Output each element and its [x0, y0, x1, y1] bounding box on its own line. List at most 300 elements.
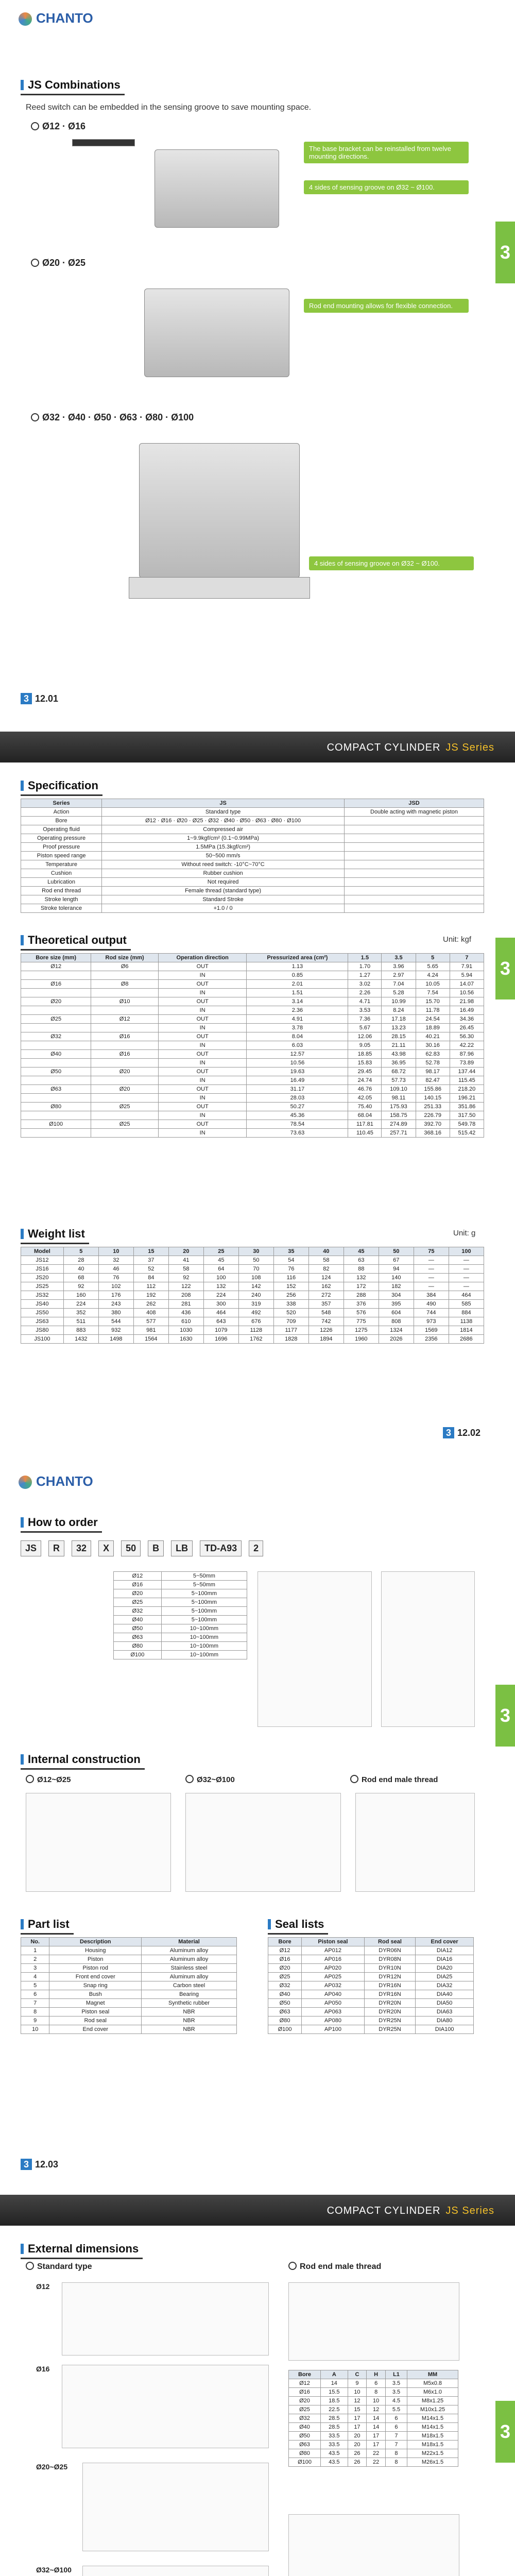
brand-logo-icon	[19, 1476, 32, 1489]
table-cell: M8x1.25	[407, 2397, 458, 2405]
drawing-rod-male	[288, 2282, 459, 2361]
table-cell: NBR	[142, 2016, 237, 2025]
table-cell: 357	[308, 1300, 344, 1309]
table-cell: 1564	[133, 1335, 168, 1344]
internal-a-label: Ø12~Ø25	[26, 1775, 71, 1784]
table-cell: 1226	[308, 1326, 344, 1335]
stroke-cell: 5~100mm	[161, 1607, 247, 1616]
table-row	[289, 2449, 458, 2458]
table-cell: 1128	[238, 1326, 273, 1335]
table-cell: 92	[63, 1282, 98, 1291]
table-cell: 15.5	[321, 2388, 348, 2397]
table-cell: Temperature	[21, 860, 102, 869]
table-cell: Bearing	[142, 1990, 237, 1999]
table-cell: 5.94	[450, 971, 484, 980]
table-cell: Not required	[102, 878, 345, 887]
table-row	[21, 1032, 484, 1041]
table-row	[21, 878, 484, 887]
table-cell: 7	[386, 2432, 407, 2441]
table-cell: 520	[273, 1309, 308, 1317]
table-cell	[21, 989, 91, 997]
table-cell: 2686	[449, 1335, 484, 1344]
table-header-cell: Model	[21, 1247, 64, 1256]
table-cell: 1275	[344, 1326, 379, 1335]
table-header-cell: C	[348, 2370, 367, 2379]
table-cell: Aluminum alloy	[142, 1946, 237, 1955]
table-cell: 76	[98, 1274, 133, 1282]
table-cell: Ø25	[268, 1973, 302, 1981]
bullet-icon	[31, 122, 39, 130]
table-cell: M26x1.5	[407, 2458, 458, 2467]
table-cell: 140.15	[416, 1094, 450, 1103]
size-label-c: Ø32 · Ø40 · Ø50 · Ø63 · Ø80 · Ø100	[31, 412, 194, 423]
table-cell: 22	[367, 2458, 386, 2467]
table-cell: IN	[158, 1076, 246, 1085]
table-cell: 4.24	[416, 971, 450, 980]
table-row	[289, 2458, 458, 2467]
bore-cell: Ø100	[114, 1651, 162, 1659]
table-header-cell: Bore	[268, 1938, 302, 1946]
table-header-cell: 1.5	[348, 954, 382, 962]
table-cell: 351.86	[450, 1103, 484, 1111]
table-cell: 226.79	[416, 1111, 450, 1120]
table-cell: 9	[21, 2016, 49, 2025]
bore-cell: Ø50	[114, 1624, 162, 1633]
table-row	[21, 1990, 237, 1999]
cylinder-image-a	[154, 149, 279, 228]
table-cell: 4.5	[386, 2397, 407, 2405]
table-cell: 45.36	[247, 1111, 348, 1120]
table-cell: Ø12	[21, 962, 91, 971]
table-cell: 368.16	[416, 1129, 450, 1138]
table-cell	[345, 878, 484, 887]
table-header-cell: 75	[414, 1247, 449, 1256]
order-code-part: 32	[72, 1540, 91, 1556]
table-header-cell: 40	[308, 1247, 344, 1256]
table-cell: 549.78	[450, 1120, 484, 1129]
table-cell: 15	[348, 2405, 367, 2414]
table-cell: 1.5MPa (15.3kgf/cm²)	[102, 843, 345, 852]
table-cell: Lubrication	[21, 878, 102, 887]
table-cell: 338	[273, 1300, 308, 1309]
table-cell: Ø12	[91, 1015, 159, 1024]
table-cell: 1498	[98, 1335, 133, 1344]
table-cell: 464	[203, 1309, 238, 1317]
order-code-part: B	[148, 1540, 164, 1556]
table-cell: Ø12 · Ø16 · Ø20 · Ø25 · Ø32 · Ø40 · Ø50 · Ø63 · Ø80 · Ø100	[102, 817, 345, 825]
table-cell: OUT	[158, 1067, 246, 1076]
table-row	[268, 1955, 474, 1964]
table-row	[289, 2379, 458, 2388]
table-cell: 50~500 mm/s	[102, 852, 345, 860]
table-cell: 1894	[308, 1335, 344, 1344]
table-cell: 19.63	[247, 1067, 348, 1076]
table-cell: AP050	[302, 1999, 365, 2008]
table-cell: 1814	[449, 1326, 484, 1335]
table-row	[21, 1981, 237, 1990]
table-cell: 22	[367, 2449, 386, 2458]
table-cell: M14x1.5	[407, 2414, 458, 2423]
table-row	[268, 2008, 474, 2016]
table-cell: 10.56	[247, 1059, 348, 1067]
table-cell	[91, 1024, 159, 1032]
table-cell: Synthetic rubber	[142, 1999, 237, 2008]
table-cell	[345, 869, 484, 878]
internal-title: Internal construction	[21, 1752, 145, 1770]
table-cell: 775	[344, 1317, 379, 1326]
table-cell: 376	[344, 1300, 379, 1309]
table-cell: 3	[21, 1964, 49, 1973]
table-cell: 12.57	[247, 1050, 348, 1059]
stroke-cell: 5~50mm	[161, 1581, 247, 1589]
table-cell: 274.89	[382, 1120, 416, 1129]
table-row	[289, 2388, 458, 2397]
table-cell: 3.5	[386, 2379, 407, 2388]
table-cell: 29.45	[348, 1067, 382, 1076]
table-cell: 281	[168, 1300, 203, 1309]
table-cell: 84	[133, 1274, 168, 1282]
table-row	[21, 904, 484, 913]
table-cell: 37	[133, 1256, 168, 1265]
ext-title: External dimensions	[21, 2241, 143, 2259]
table-cell: 2.26	[348, 989, 382, 997]
table-cell: Ø20	[91, 1067, 159, 1076]
table-cell: 142	[238, 1282, 273, 1291]
brand-logo-icon	[19, 12, 32, 26]
table-cell	[91, 971, 159, 980]
reed-switch-images	[381, 1571, 475, 1727]
table-cell: DIA25	[416, 1973, 474, 1981]
page-header: COMPACT CYLINDER JS Series	[0, 2195, 515, 2226]
table-cell: Action	[21, 808, 102, 817]
table-cell: Stroke tolerance	[21, 904, 102, 913]
table-row	[114, 1633, 247, 1642]
drawing-s12	[62, 2282, 269, 2355]
table-cell: 31.17	[247, 1085, 348, 1094]
table-cell: DYR08N	[364, 1955, 415, 1964]
table-row	[21, 852, 484, 860]
drawing-side	[288, 2514, 459, 2576]
table-cell: 160	[63, 1291, 98, 1300]
s2025-label: Ø20~Ø25	[36, 2463, 68, 2471]
table-cell: 62.83	[416, 1050, 450, 1059]
table-header-cell: 5	[63, 1247, 98, 1256]
table-row	[114, 1642, 247, 1651]
table-cell: 94	[379, 1265, 414, 1274]
s12-label: Ø12	[36, 2282, 50, 2291]
table-row	[21, 860, 484, 869]
table-cell: 8	[367, 2388, 386, 2397]
table-cell: 5.5	[386, 2405, 407, 2414]
table-cell: 3.53	[348, 1006, 382, 1015]
table-cell: 68.72	[382, 1067, 416, 1076]
table-cell: OUT	[158, 1103, 246, 1111]
bore-cell: Ø12	[114, 1572, 162, 1581]
table-cell: AP025	[302, 1973, 365, 1981]
table-cell: DIA16	[416, 1955, 474, 1964]
table-cell: 7.54	[416, 989, 450, 997]
table-header-cell: Bore size (mm)	[21, 954, 91, 962]
table-cell: 10.99	[382, 997, 416, 1006]
table-cell: 34.36	[450, 1015, 484, 1024]
table-row	[21, 1964, 237, 1973]
table-cell: 140	[379, 1274, 414, 1282]
table-cell: Ø20	[21, 997, 91, 1006]
foot-bracket-image	[129, 577, 310, 599]
table-cell: 110.45	[348, 1129, 382, 1138]
page-3	[0, 1463, 515, 2184]
table-cell: Rod seal	[49, 2016, 142, 2025]
table-cell: 43.5	[321, 2458, 348, 2467]
table-cell: 240	[238, 1291, 273, 1300]
order-title: How to order	[21, 1515, 102, 1533]
table-cell: IN	[158, 1006, 246, 1015]
table-cell: 576	[344, 1309, 379, 1317]
table-cell: Ø50	[21, 1067, 91, 1076]
table-row	[21, 1973, 237, 1981]
table-cell: 2.97	[382, 971, 416, 980]
table-cell	[21, 1111, 91, 1120]
table-row	[21, 895, 484, 904]
table-row	[268, 1999, 474, 2008]
table-row	[21, 1015, 484, 1024]
table-cell: Operating pressure	[21, 834, 102, 843]
table-cell: 20	[348, 2441, 367, 2449]
table-header-cell: 3.5	[382, 954, 416, 962]
table-row	[21, 1291, 484, 1300]
table-cell: 1.51	[247, 989, 348, 997]
s16-label: Ø16	[36, 2365, 50, 2373]
table-cell: 2026	[379, 1335, 414, 1344]
table-cell: NBR	[142, 2025, 237, 2034]
parts-table	[21, 1937, 237, 2034]
stroke-cell: 10~100mm	[161, 1624, 247, 1633]
table-row	[21, 1265, 484, 1274]
table-row	[21, 1274, 484, 1282]
table-cell: JS16	[21, 1265, 64, 1274]
table-cell: 75.40	[348, 1103, 382, 1111]
page-2	[0, 732, 515, 1453]
table-header-cell: Bore	[289, 2370, 321, 2379]
table-cell: 604	[379, 1309, 414, 1317]
table-cell: Rubber cushion	[102, 869, 345, 878]
table-cell: 15.70	[416, 997, 450, 1006]
table-cell: Ø16	[268, 1955, 302, 1964]
table-row	[21, 1041, 484, 1050]
table-cell: 20	[348, 2432, 367, 2441]
table-cell	[345, 834, 484, 843]
table-cell: OUT	[158, 997, 246, 1006]
table-cell: 8	[386, 2449, 407, 2458]
bore-cell: Ø40	[114, 1616, 162, 1624]
table-cell: 192	[133, 1291, 168, 1300]
stroke-cell: 5~50mm	[161, 1572, 247, 1581]
table-row	[114, 1581, 247, 1589]
table-row	[21, 980, 484, 989]
order-code-row	[21, 1540, 263, 1556]
table-cell: 16.49	[450, 1006, 484, 1015]
table-row	[21, 1120, 484, 1129]
table-cell: End cover	[49, 2025, 142, 2034]
table-row	[268, 1973, 474, 1981]
table-cell: Snap ring	[49, 1981, 142, 1990]
std-type-label: Standard type	[26, 2262, 92, 2272]
table-cell: 436	[168, 1309, 203, 1317]
table-row	[21, 1999, 237, 2008]
table-cell: Ø16	[91, 1050, 159, 1059]
table-cell: 15.83	[348, 1059, 382, 1067]
seal-table	[268, 1937, 474, 2034]
table-cell: 14	[321, 2379, 348, 2388]
table-cell: 116	[273, 1274, 308, 1282]
table-cell: 973	[414, 1317, 449, 1326]
table-row	[21, 1094, 484, 1103]
table-cell: Ø100	[21, 1120, 91, 1129]
table-cell: 12	[348, 2397, 367, 2405]
table-cell	[91, 1006, 159, 1015]
table-row	[21, 1129, 484, 1138]
table-cell: 26	[348, 2458, 367, 2467]
size-label-a: Ø12 · Ø16	[31, 121, 85, 132]
chapter-tab: 3	[495, 2401, 515, 2463]
table-cell: Housing	[49, 1946, 142, 1955]
table-header-cell: 10	[98, 1247, 133, 1256]
table-cell: JS20	[21, 1274, 64, 1282]
table-cell	[345, 825, 484, 834]
order-code-part: R	[48, 1540, 64, 1556]
table-cell: Ø16	[289, 2388, 321, 2397]
table-cell: 14	[367, 2414, 386, 2423]
table-cell: Ø63	[268, 2008, 302, 2016]
table-cell: 5.65	[416, 962, 450, 971]
table-cell: 18.85	[348, 1050, 382, 1059]
table-cell: 43.98	[382, 1050, 416, 1059]
order-code-part: 50	[121, 1540, 141, 1556]
table-cell: M5x0.8	[407, 2379, 458, 2388]
stroke-cell: 5~100mm	[161, 1598, 247, 1607]
table-row	[114, 1572, 247, 1581]
table-cell: 152	[273, 1282, 308, 1291]
table-cell: 28.5	[321, 2423, 348, 2432]
table-row	[289, 2432, 458, 2441]
table-header-cell: 5	[416, 954, 450, 962]
table-cell: Piston rod	[49, 1964, 142, 1973]
seal-title: Seal lists	[268, 1917, 328, 1935]
table-cell: 3.78	[247, 1024, 348, 1032]
table-cell: Ø40	[289, 2423, 321, 2432]
table-cell: 76	[273, 1265, 308, 1274]
table-cell: Ø40	[21, 1050, 91, 1059]
table-cell	[91, 1041, 159, 1050]
bore-cell: Ø63	[114, 1633, 162, 1642]
table-row	[21, 1282, 484, 1291]
table-cell: IN	[158, 971, 246, 980]
table-cell: Ø16	[21, 980, 91, 989]
table-cell: 52.78	[416, 1059, 450, 1067]
spec-table	[21, 799, 484, 913]
table-cell: 1079	[203, 1326, 238, 1335]
table-cell: 288	[344, 1291, 379, 1300]
theory-table	[21, 953, 484, 1138]
table-row	[21, 1256, 484, 1265]
table-cell	[21, 1041, 91, 1050]
order-code-part: X	[98, 1540, 114, 1556]
table-cell: 224	[63, 1300, 98, 1309]
table-row	[114, 1616, 247, 1624]
table-cell: 392.70	[416, 1120, 450, 1129]
table-cell: DYR12N	[364, 1973, 415, 1981]
table-cell: IN	[158, 1111, 246, 1120]
page-1	[0, 0, 515, 721]
table-cell: 40.21	[416, 1032, 450, 1041]
table-cell: Proof pressure	[21, 843, 102, 852]
drawing-s32100	[82, 2566, 269, 2576]
table-row	[21, 1076, 484, 1085]
table-cell: IN	[158, 989, 246, 997]
table-cell: 115.45	[450, 1076, 484, 1085]
table-cell: 70	[238, 1265, 273, 1274]
table-row	[289, 2414, 458, 2423]
table-row	[21, 1024, 484, 1032]
table-cell: 464	[449, 1291, 484, 1300]
table-row	[21, 1103, 484, 1111]
table-cell: 16.49	[247, 1076, 348, 1085]
table-cell: DIA80	[416, 2016, 474, 2025]
table-cell: 272	[308, 1291, 344, 1300]
table-cell: 32	[98, 1256, 133, 1265]
table-row	[21, 1006, 484, 1015]
table-cell: 1569	[414, 1326, 449, 1335]
table-cell: 21.11	[382, 1041, 416, 1050]
chapter-tab: 3	[495, 222, 515, 283]
table-cell: 63	[344, 1256, 379, 1265]
table-cell: 643	[203, 1317, 238, 1326]
brand-logo: CHANTO	[36, 1473, 93, 1489]
chapter-tab: 3	[495, 938, 515, 999]
table-cell: 7.36	[348, 1015, 382, 1024]
table-row	[289, 2441, 458, 2449]
table-cell: 4.71	[348, 997, 382, 1006]
stroke-cell: 10~100mm	[161, 1633, 247, 1642]
table-cell: AP100	[302, 2025, 365, 2034]
table-cell: DIA100	[416, 2025, 474, 2034]
table-row	[114, 1607, 247, 1616]
table-cell: Ø12	[268, 1946, 302, 1955]
bore-stroke-table	[113, 1571, 247, 1659]
table-row	[21, 808, 484, 817]
table-cell: Ø32	[289, 2414, 321, 2423]
table-cell: 6.03	[247, 1041, 348, 1050]
table-cell: 54	[273, 1256, 308, 1265]
table-row	[21, 1335, 484, 1344]
table-cell: Cushion	[21, 869, 102, 878]
table-cell: IN	[158, 1041, 246, 1050]
rod-male-label: Rod end male thread	[288, 2262, 381, 2272]
table-cell: 544	[98, 1317, 133, 1326]
table-cell: Piston seal	[49, 2008, 142, 2016]
table-cell	[21, 1006, 91, 1015]
table-cell: JS100	[21, 1335, 64, 1344]
table-row	[21, 1309, 484, 1317]
table-cell: DIA40	[416, 1990, 474, 1999]
table-cell: 14	[367, 2423, 386, 2432]
order-code-part: 2	[249, 1540, 263, 1556]
table-header-cell: Rod size (mm)	[91, 954, 159, 962]
table-cell: 744	[414, 1309, 449, 1317]
table-cell: 304	[379, 1291, 414, 1300]
table-cell: DIA20	[416, 1964, 474, 1973]
table-cell: +1.0 / 0	[102, 904, 345, 913]
